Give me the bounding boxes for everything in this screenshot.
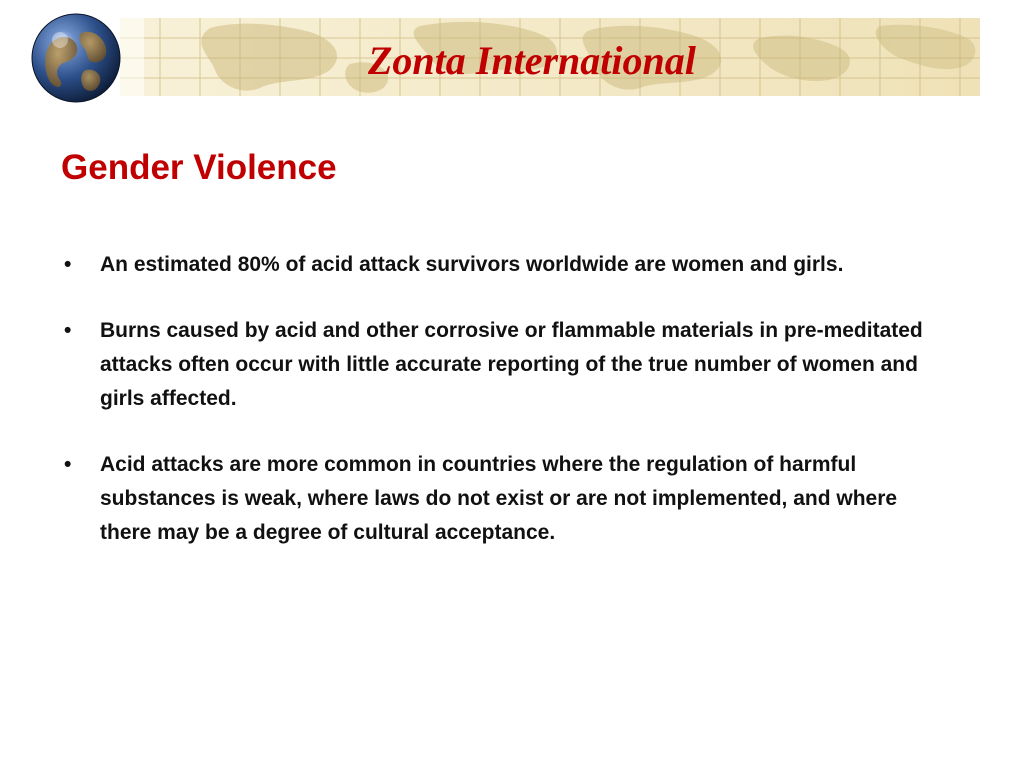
- globe-icon: [30, 12, 122, 104]
- bullet-item: [60, 448, 930, 550]
- bullet-marker: •: [64, 319, 72, 342]
- bullet-item: [60, 314, 930, 416]
- bullet-marker: •: [64, 453, 72, 476]
- bullet-marker: •: [64, 253, 72, 276]
- bullet-text: Burns caused by acid and other corrosive or flammable materials in pre-meditated attacks often occur with little accurate reporting of the true number of women and girls affected.: [100, 319, 923, 410]
- bullet-item: [60, 248, 930, 282]
- bullet-list: [60, 248, 960, 582]
- header-title: Zonta International: [368, 38, 696, 83]
- slide-heading: Gender Violence: [61, 148, 337, 187]
- bullet-text: Acid attacks are more common in countries where the regulation of harmful substances is weak, where laws do not exist or are not implemented, and where there may be a degree of cultural acceptance.: [100, 453, 898, 544]
- bullet-text: An estimated 80% of acid attack survivors worldwide are women and girls.: [100, 253, 844, 276]
